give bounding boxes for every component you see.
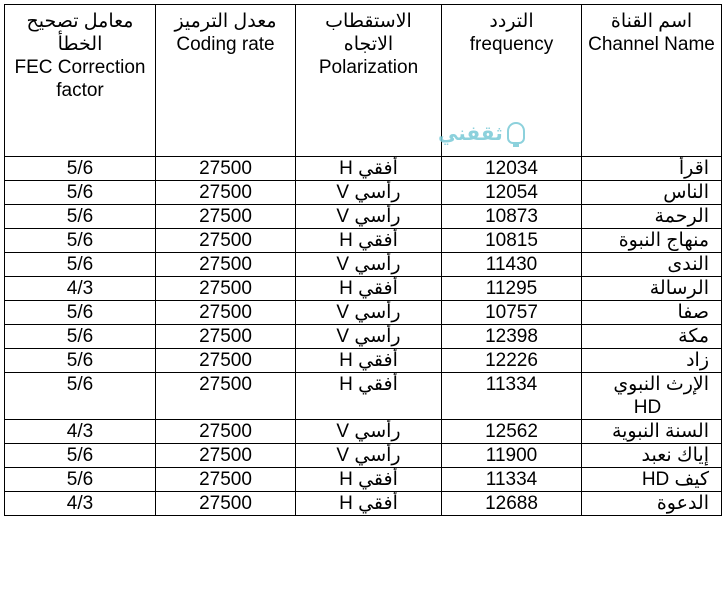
site-watermark (438, 118, 558, 148)
table-row (5, 420, 722, 444)
cell-frequency: 12688 (442, 492, 582, 516)
cell-frequency: 12562 (442, 420, 582, 444)
polarization-value: أفقي H (339, 230, 398, 251)
polarization-value: رأسي V (336, 326, 401, 347)
polarization-value: أفقي H (339, 469, 398, 490)
header-frequency-ar: التردد (489, 11, 534, 32)
cell-frequency: 12398 (442, 325, 582, 349)
table-row (5, 157, 722, 181)
cell-frequency: 11900 (442, 444, 582, 468)
cell-fec: 5/6 (5, 205, 156, 229)
channel-frequency-table (4, 4, 722, 516)
cell-channel-name: مكة (582, 325, 722, 349)
table-row (5, 373, 722, 420)
table-row (5, 492, 722, 516)
header-polarization-en: Polarization (318, 57, 419, 78)
cell-polarization (296, 229, 442, 253)
table-row (5, 325, 722, 349)
cell-fec: 5/6 (5, 325, 156, 349)
header-channel-name-ar: اسم القناة (610, 11, 693, 32)
cell-coding-rate: 27500 (156, 253, 296, 277)
cell-channel-name: السنة النبوية (582, 420, 722, 444)
table-row (5, 253, 722, 277)
header-fec (5, 5, 156, 157)
cell-coding-rate: 27500 (156, 325, 296, 349)
cell-coding-rate: 27500 (156, 301, 296, 325)
table-row (5, 444, 722, 468)
cell-coding-rate: 27500 (156, 468, 296, 492)
cell-coding-rate: 27500 (156, 420, 296, 444)
cell-channel-name: منهاج النبوة (582, 229, 722, 253)
cell-frequency: 11334 (442, 468, 582, 492)
watermark-text: ثقفني (438, 122, 503, 145)
cell-fec: 5/6 (5, 157, 156, 181)
cell-polarization (296, 325, 442, 349)
table-row (5, 277, 722, 301)
header-fec-ar: معامل تصحيح الخطأ (26, 11, 134, 55)
header-polarization (296, 5, 442, 157)
cell-channel-name: الدعوة (582, 492, 722, 516)
cell-frequency: 10815 (442, 229, 582, 253)
header-coding-rate (156, 5, 296, 157)
cell-channel-name: إياك نعبد (582, 444, 722, 468)
channel-name-main: الإرث النبوي (613, 374, 709, 395)
cell-polarization (296, 468, 442, 492)
cell-fec: 5/6 (5, 301, 156, 325)
cell-polarization (296, 277, 442, 301)
cell-coding-rate: 27500 (156, 181, 296, 205)
cell-polarization (296, 492, 442, 516)
polarization-value: أفقي H (339, 158, 398, 179)
header-polarization-ar: الاستقطاب الاتجاه (325, 11, 412, 55)
table-row (5, 229, 722, 253)
table-header-row (5, 5, 722, 157)
cell-frequency: 11430 (442, 253, 582, 277)
cell-polarization (296, 373, 442, 420)
cell-frequency: 12034 (442, 157, 582, 181)
cell-fec: 5/6 (5, 181, 156, 205)
cell-frequency: 10873 (442, 205, 582, 229)
cell-fec: 4/3 (5, 420, 156, 444)
polarization-value: رأسي V (336, 445, 401, 466)
cell-polarization (296, 253, 442, 277)
cell-channel-name (582, 373, 722, 420)
cell-coding-rate: 27500 (156, 373, 296, 420)
cell-polarization (296, 181, 442, 205)
cell-polarization (296, 420, 442, 444)
cell-channel-name: الناس (582, 181, 722, 205)
cell-fec: 4/3 (5, 277, 156, 301)
polarization-value: أفقي H (339, 278, 398, 299)
cell-frequency: 11334 (442, 373, 582, 420)
cell-coding-rate: 27500 (156, 444, 296, 468)
cell-channel-name: الرسالة (582, 277, 722, 301)
cell-frequency: 12054 (442, 181, 582, 205)
cell-coding-rate: 27500 (156, 229, 296, 253)
polarization-value: رأسي V (336, 182, 401, 203)
cell-polarization (296, 157, 442, 181)
header-coding-rate-en: Coding rate (176, 34, 275, 55)
cell-fec: 5/6 (5, 229, 156, 253)
table-row (5, 181, 722, 205)
channel-name-suffix: HD (633, 397, 662, 418)
table-row (5, 205, 722, 229)
table-row (5, 301, 722, 325)
cell-channel-name: صفا (582, 301, 722, 325)
cell-coding-rate: 27500 (156, 157, 296, 181)
cell-fec: 5/6 (5, 444, 156, 468)
header-channel-name-en: Channel Name (588, 34, 715, 55)
cell-fec: 5/6 (5, 253, 156, 277)
polarization-value: أفقي H (339, 374, 398, 395)
cell-coding-rate: 27500 (156, 492, 296, 516)
cell-coding-rate: 27500 (156, 277, 296, 301)
cell-fec: 5/6 (5, 349, 156, 373)
cell-fec: 4/3 (5, 492, 156, 516)
polarization-value: رأسي V (336, 206, 401, 227)
cell-channel-name: الندى (582, 253, 722, 277)
cell-polarization (296, 301, 442, 325)
polarization-value: أفقي H (339, 350, 398, 371)
polarization-value: أفقي H (339, 493, 398, 514)
lightbulb-icon (507, 122, 525, 144)
header-coding-rate-ar: معدل الترميز (174, 11, 277, 32)
header-channel-name (582, 5, 722, 157)
cell-fec: 5/6 (5, 373, 156, 420)
cell-coding-rate: 27500 (156, 349, 296, 373)
channel-frequency-table-container (4, 4, 721, 516)
cell-channel-name: زاد (582, 349, 722, 373)
cell-frequency: 12226 (442, 349, 582, 373)
header-fec-en: FEC Correction factor (14, 57, 146, 101)
polarization-value: رأسي V (336, 254, 401, 275)
header-frequency-en: frequency (469, 34, 554, 55)
cell-channel-name: اقرأ (582, 157, 722, 181)
cell-frequency: 11295 (442, 277, 582, 301)
cell-polarization (296, 205, 442, 229)
cell-fec: 5/6 (5, 468, 156, 492)
cell-polarization (296, 349, 442, 373)
cell-channel-name: كيف HD (582, 468, 722, 492)
cell-frequency: 10757 (442, 301, 582, 325)
table-row (5, 349, 722, 373)
polarization-value: رأسي V (336, 302, 401, 323)
cell-channel-name: الرحمة (582, 205, 722, 229)
polarization-value: رأسي V (336, 421, 401, 442)
cell-polarization (296, 444, 442, 468)
cell-coding-rate: 27500 (156, 205, 296, 229)
table-row (5, 468, 722, 492)
